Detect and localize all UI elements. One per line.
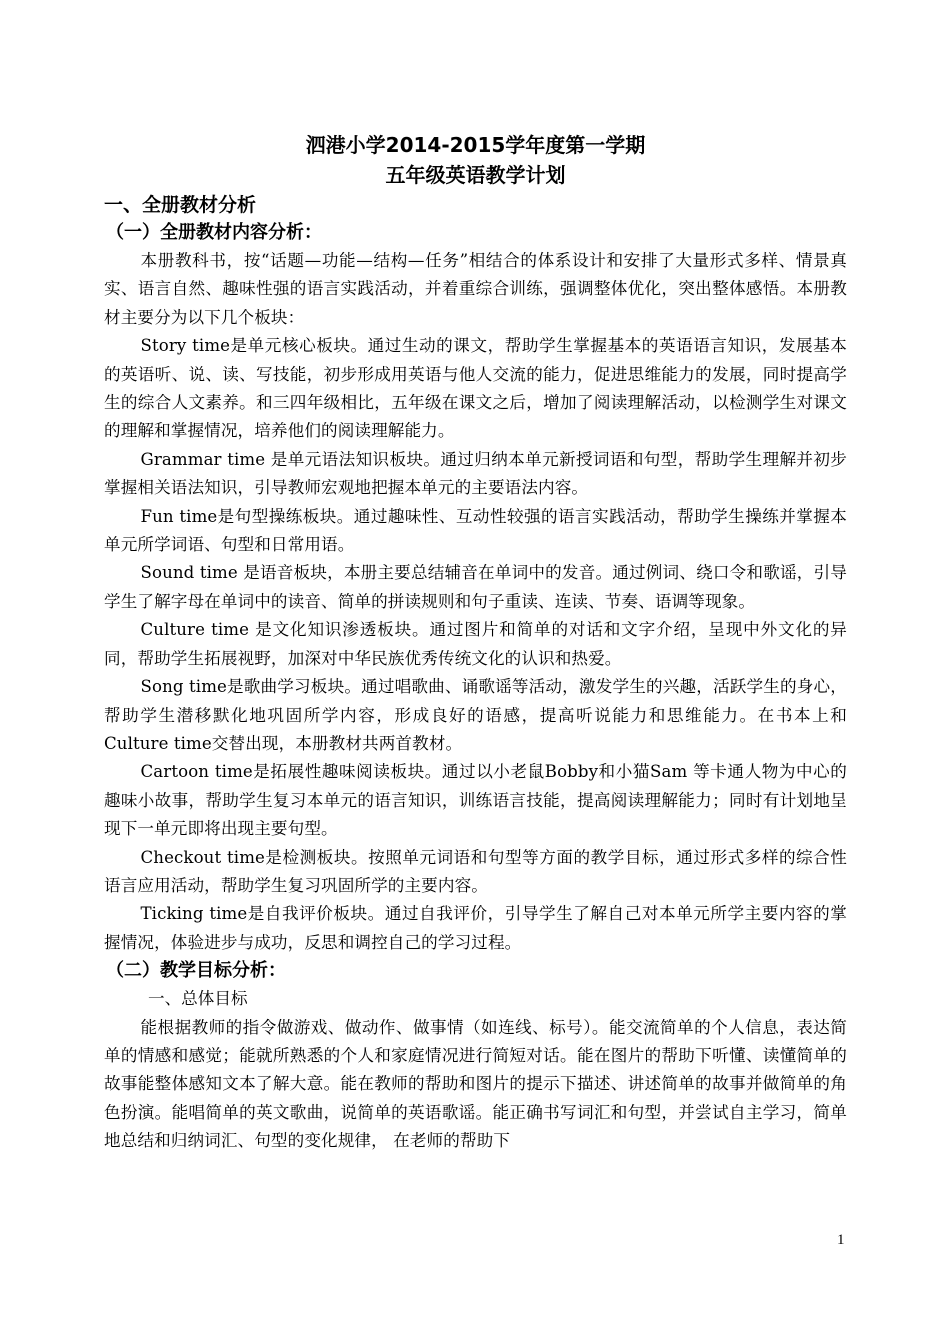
paragraph-fun-time: Fun time是句型操练板块。通过趣味性、互动性较强的语言实践活动，帮助学生操练并掌握本单元所学词语、句型和日常用语。 (104, 506, 847, 555)
paragraph-intro: 本册教科书，按“话题—功能—结构—任务”相结合的体系设计和安排了大量形式多样、情景真实、语言自然、趣味性强的语言实践活动，并着重综合训练，强调整体优化，突出整体感悟。本册教材主要分为以下几个板块： (104, 251, 847, 327)
paragraph-culture-time: Culture time 是文化知识渗透板块。通过图片和简单的对话和文字介绍，呈现中外文化的异同，帮助学生拓展视野，加深对中华民族优秀传统文化的认识和热爱。 (104, 620, 847, 668)
paragraph-song-time: Song time是歌曲学习板块。通过唱歌曲、诵歌谣等活动，激发学生的兴趣，活跃学生的身心，帮助学生潜移默化地巩固所学内容，形成良好的语感，提高听说能力和思维能力。在书本上和Culture time交替出现，本册教材共两首教材。 (104, 677, 847, 753)
document-title-line2: 五年级英语教学计划 (385, 163, 566, 187)
subsection-heading-1: （一）全册教材内容分析： (106, 222, 322, 243)
paragraph-sound-time: Sound time 是语音板块，本册主要总结辅音在单词中的发音。通过例词、绕口令和歌谣，引导学生了解字母在单词中的读音、简单的拼读规则和句子重读、连读、节奏、语调等现象。 (104, 563, 847, 611)
paragraph-overall-goals: 能根据教师的指令做游戏、做动作、做事情（如连线、标号）。能交流简单的个人信息，表达简单的情感和感觉；能就所熟悉的个人和家庭情况进行简短对话。能在图片的帮助下听懂、读懂简单的故事能整体感知文本了解大意。能在教师的帮助和图片的提示下描述、讲述简单的故事并做简单的角色扮演。能唱简单的英文歌曲，说简单的英语歌谣。能正确书写词汇和句型，并尝试自主学习，简单地总结和归纳词汇、句型的变化规律， 在老师的帮助下 (104, 1017, 847, 1151)
document-title-line1: 泗港小学2014-2015学年度第一学期 (305, 133, 646, 157)
section-heading-1: 一、全册教材分析 (104, 194, 257, 216)
paragraph-checkout-time: Checkout time是检测板块。按照单元词语和句型等方面的教学目标，通过形式多样的综合性语言应用活动，帮助学生复习巩固所学的主要内容。 (104, 847, 847, 895)
paragraph-ticking-time: Ticking time是自我评价板块。通过自我评价，引导学生了解自己对本单元所学主要内容的掌握情况，体验进步与成功，反思和调控自己的学习过程。 (104, 904, 847, 952)
paragraph-grammar-time: Grammar time 是单元语法知识板块。通过归纳本单元新授词语和句型，帮助学生理解并初步掌握相关语法知识，引导教师宏观地把握本单元的主要语法内容。 (104, 449, 847, 498)
subsection-heading-2: （二）教学目标分析： (106, 960, 286, 982)
paragraph-cartoon-time: Cartoon time是拓展性趣味阅读板块。通过以小老鼠Bobby和小猫Sam 等卡通人物为中心的趣味小故事，帮助学生复习本单元的语言知识，训练语言技能，提高阅读理解能力；同时有计划地呈现下一单元即将出现主要句型。 (104, 762, 847, 839)
overall-goal-heading: 一、总体目标 (148, 989, 248, 1009)
paragraph-story-time: Story time是单元核心板块。通过生动的课文，帮助学生掌握基本的英语语言知识，发展基本的英语听、说、读、写技能，初步形成用英语与他人交流的能力，促进思维能力的发展，同时提高学生的综合人文素养。和三四年级相比，五年级在课文之后，增加了阅读理解活动，以检测学生对课文的理解和掌握情况，培养他们的阅读理解能力。 (104, 336, 847, 441)
page-number: 1 (837, 1232, 845, 1248)
